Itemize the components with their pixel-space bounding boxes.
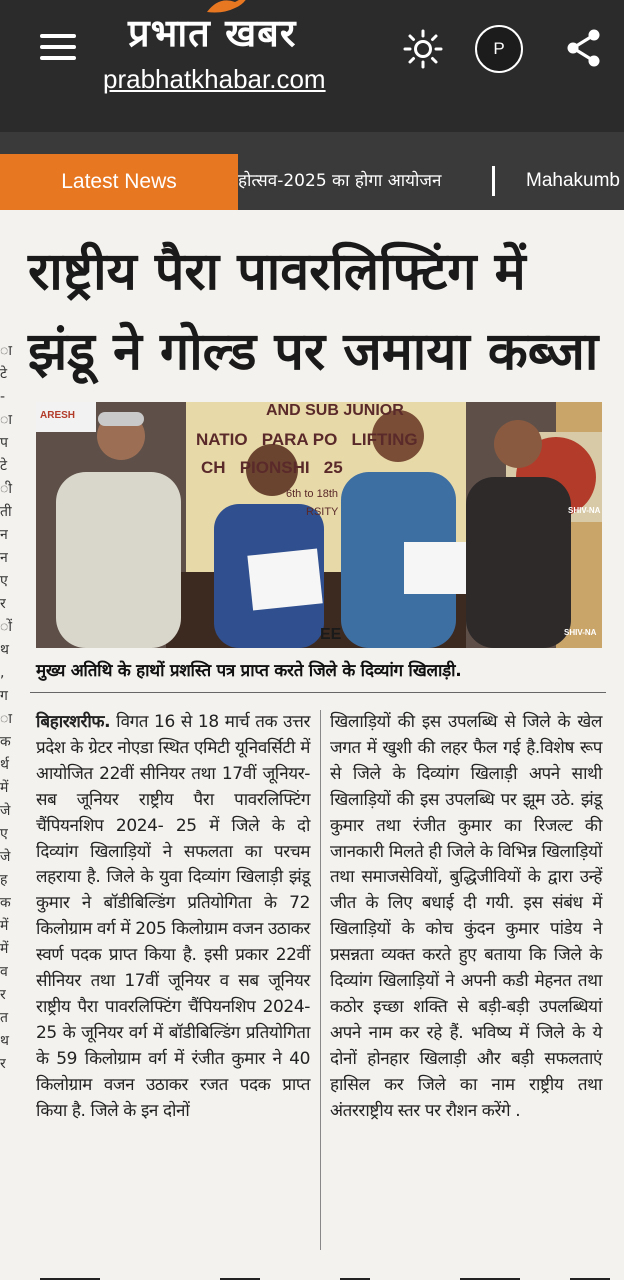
article-headline-line1: राष्ट्रीय पैरा पावरलिफ्टिंग में xyxy=(28,242,526,302)
banner-text: NATIO PARA PO LIFTING xyxy=(196,430,418,449)
user-avatar[interactable]: P xyxy=(475,25,523,73)
menu-icon[interactable] xyxy=(40,34,76,60)
banner-text: AND SUB JUNIOR xyxy=(266,402,404,419)
banner-text: CH PIONSHI 25 xyxy=(201,458,343,477)
ticker-item[interactable]: होत्सव-2025 का होगा आयोजन xyxy=(238,171,442,191)
article-column-left xyxy=(36,710,310,1125)
backdrop-label: EE xyxy=(320,626,342,643)
share-icon[interactable] xyxy=(565,28,603,68)
banner-text: 6th to 18th xyxy=(286,488,338,500)
newspaper-clipping-image xyxy=(0,210,624,1280)
article-column-right xyxy=(330,710,602,1125)
header-divider xyxy=(0,132,624,154)
article-headline-line2: झंडू ने गोल्ड पर जमाया कब्जा xyxy=(28,322,599,382)
dateline: बिहारशरीफ. xyxy=(36,712,111,732)
brightness-icon[interactable] xyxy=(402,28,444,70)
article-photo xyxy=(36,402,602,648)
backdrop-label: ARESH xyxy=(40,410,76,421)
latest-news-ticker xyxy=(0,154,624,210)
latest-news-label[interactable]: Latest News xyxy=(0,154,238,210)
article-body-right: खिलाड़ियों की इस उपलब्धि से जिले के खेल जगत में खुशी की लहर फैल गई है.विशेष रूप से जिले के दिव्यांग खिलाड़ी अपने साथी खिलाड़ियों की इस उपलब्धि पर झूम उठे. झंडू कुमार तथा रंजीत कुमार का रिजल्ट की जानकारी मिलते ही जिले के विभिन्न खिलाड़ियों तथा समाजसेवियों, बुद्धिजीवियों के द्वारा उन्हें जीत के लिए बधाई दी गयी. इस संबंध में खिलाड़ियों के कोच कुंदन कुमार पांडेय ने प्रसन्नता व्यक्त करते हुए बताया कि जिले के दिव्यांग खिलाड़ियों ने अपनी कडी मेहनत तथा कठोर इच्छा शक्ति से बड़ी-बड़ी उपलब्धियां अपने नाम कर रहे हैं. भविष्य में जिले के ये दोनों होनहार खिलाड़ी और बड़ी सफलताएं हासिल कर जिले का नाम राष्ट्रीय तथा अंतरराष्ट्रीय स्तर पर रौशन करेंगे . xyxy=(330,712,602,1121)
site-url-link[interactable]: prabhatkhabar.com xyxy=(103,64,326,94)
article-body-left: विगत 16 से 18 मार्च तक उत्तर प्रदेश के ग्रेटर नोएडा स्थित एमिटी यूनिवर्सिटी में आयोजित 22वीं सीनियर तथा 17वीं जूनियर- सब जूनियर राष्ट्रीय पैरा पावरलिफ्टिंग चैंपियनशिप 2024- 25 में जिले के दो दिव्यांग खिलाड़ियों ने सफलता का परचम लहराया है. जिले के युवा दिव्यांग खिलाड़ी झंडू कुमार ने बॉडीबिल्डिंग प्रतियोगिता के 72 किलोग्राम वर्ग में 205 किलोग्राम वजन उठाकर स्वर्ण पदक प्राप्त किया है. इसी प्रकार 22वीं सीनियर तथा 17वीं जूनियर व सब जूनियर राष्ट्रीय पैरा पावरलिफ्टिंग चैंपियनशिप 2024-25 के जूनियर वर्ग में बॉडीबिल्डिंग प्रतियोगिता के 59 किलोग्राम वर्ग में रंजीत कुमार ने 40 किलोग्राम वजन उठाकर रजत पदक प्राप्त किया है. जिले के इन दोनों xyxy=(36,712,310,1121)
adjacent-column-fragment: ा टे - ा प टे ी ती न न ए र ों थ , ग ा क र्थ में जे ए जे ह क में में व र त थ र xyxy=(0,343,12,1072)
ticker-divider xyxy=(492,166,495,196)
caption-rule xyxy=(30,692,606,693)
top-app-bar xyxy=(0,0,624,132)
next-headline-fragment xyxy=(40,1260,620,1280)
ticker-item[interactable]: Mahakumb xyxy=(526,170,620,191)
site-logo[interactable]: प्रभात खबर xyxy=(128,10,297,55)
column-divider xyxy=(320,710,321,1250)
photo-caption: मुख्य अतिथि के हाथों प्रशस्ति पत्र प्राप्त करते जिले के दिव्यांग खिलाड़ी. xyxy=(36,661,462,681)
banner-text: RSITY xyxy=(306,506,339,518)
backdrop-label: SHIV-NA xyxy=(564,628,597,637)
backdrop-label: SHIV-NA xyxy=(568,506,601,515)
